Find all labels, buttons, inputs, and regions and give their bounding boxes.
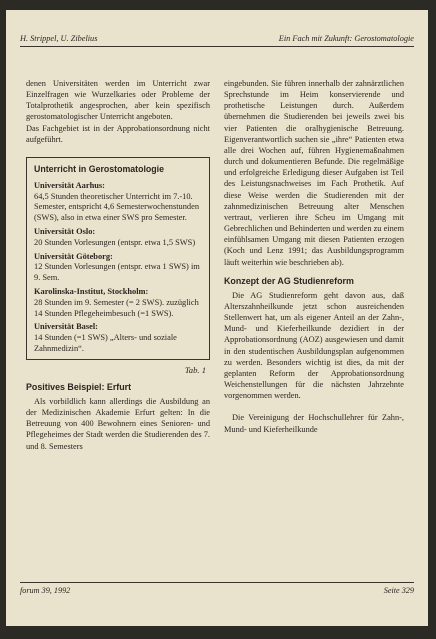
header-authors: H. Strippel, U. Zibelius — [20, 34, 98, 43]
table-caption: Tab. 1 — [184, 364, 206, 375]
university-name: Universität Basel: — [34, 322, 98, 332]
book-page — [6, 10, 428, 626]
footer-journal: forum 39, 1992 — [20, 586, 71, 595]
university-name: Universität Aarhus: — [34, 180, 105, 190]
university-name: Universität Göteborg: — [34, 251, 113, 261]
university-name: Karolinska-Institut, Stockholm: — [34, 286, 149, 296]
section-heading-erfurt: Positives Beispiel: Erfurt — [26, 381, 132, 392]
university-detail: 12 Stunden Vorlesungen (entspr. etwa 1 SWS) im 9. Sem. — [34, 262, 200, 283]
right-column — [224, 78, 404, 435]
university-detail: 28 Stunden im 9. Semester (= 2 SWS). zuzüglich 14 Stunden Pflegeheimbesuch (=1 SWS). — [34, 297, 199, 318]
intro-paragraph-2: Das Fachgebiet ist in der Approbationsordnung nicht aufgeführt. — [26, 123, 210, 144]
university-detail: 14 Stunden (=1 SWS) „Alters- und soziale Zahnmedizin“. — [34, 333, 177, 353]
page-footer — [20, 582, 414, 595]
continued-paragraph: eingebunden. Sie führen innerhalb der zahnärztlichen Sprechstunde im Heim konservierende und prothetische Leistungen durch. Außerdem übernehmen die Studierenden bei jeweils zwei bis vier Patienten die oralhygienische Betreuung. Eigenverantwortlich suchen sie „ihre“ Patienten etwa alle drei Wochen auf, führen Hygienemaßnahmen durch und dokumentieren Befunde. Die regelmäßige und erfolgreiche Erledigung dieser Aufgaben ist Teil des Leistungsnachweises im Fach Prothetik. Auf diese Weise werden die Studierenden mit der zahnmedizinischen Betreuung alter Menschen vertraut, verlieren ihre Scheu im Umgang mit Gebrechlichen und Behinderten und werden zu einem einfühlsamen Umgang mit diesen Patienten erzogen (Koch und Lenz 1991; das Ausbildungsprogramm läuft weiterhin wie beschrieben ab). — [224, 79, 404, 267]
erfurt-paragraph: Als vorbildlich kann allerdings die Ausbildung an der Medizinischen Akademie Erfurt gelten: In die Betreuung von 400 Bewohnern eines Senioren- und Pflegeheimes der Stadt werden die Studierenden des 7. und 8. Semesters — [26, 397, 210, 451]
university-detail: 64,5 Stunden theoretischer Unterricht im 7.-10. Semester, entspricht 4,6 Semesterwochenstunden (SWS), also in etwa einer SWS pro Semester. — [34, 191, 200, 223]
ag-paragraph: Die AG Studienreform geht davon aus, daß Alterszahnheilkunde jetzt schon ausreichenden Stellenwert hat, um als eigener Anteil an der Zahn-, Mund- und Kieferheilkunde dezidiert in der Approbationsordnung (AOZ) ausgewiesen und damit in den studentischen Ausbildungsplan aufgenommen zu werden. Besonders wichtig ist dies, da mit der geplanten Reform der Approbationsordnung Weichenstellungen für die nächsten Jahrzehnte vorgenommen werden. — [224, 290, 404, 401]
intro-paragraph: denen Universitäten werden im Unterricht zwar Einzelfragen wie Wurzelkaries oder Probleme der Totalprothetik angesprochen, aber kein spezifisch gerostomatologischer Unterricht angeboten. — [26, 79, 210, 122]
final-paragraph: Die Vereinigung der Hochschullehrer für Zahn-, Mund- und Kieferheilkunde — [224, 413, 404, 434]
running-header — [20, 34, 414, 47]
left-column — [26, 78, 210, 452]
university-detail: 20 Stunden Vorlesungen (entspr. etwa 1,5 SWS) — [34, 237, 196, 247]
footer-page-number: Seite 329 — [383, 586, 414, 595]
table-box — [26, 157, 210, 360]
university-name: Universität Oslo: — [34, 226, 96, 236]
table-box-title: Unterricht in Gerostomatologie — [34, 163, 165, 174]
section-heading-ag-studienreform: Konzept der AG Studienreform — [224, 275, 354, 286]
header-article-title: Ein Fach mit Zukunft: Gerostomatologie — [278, 34, 414, 43]
